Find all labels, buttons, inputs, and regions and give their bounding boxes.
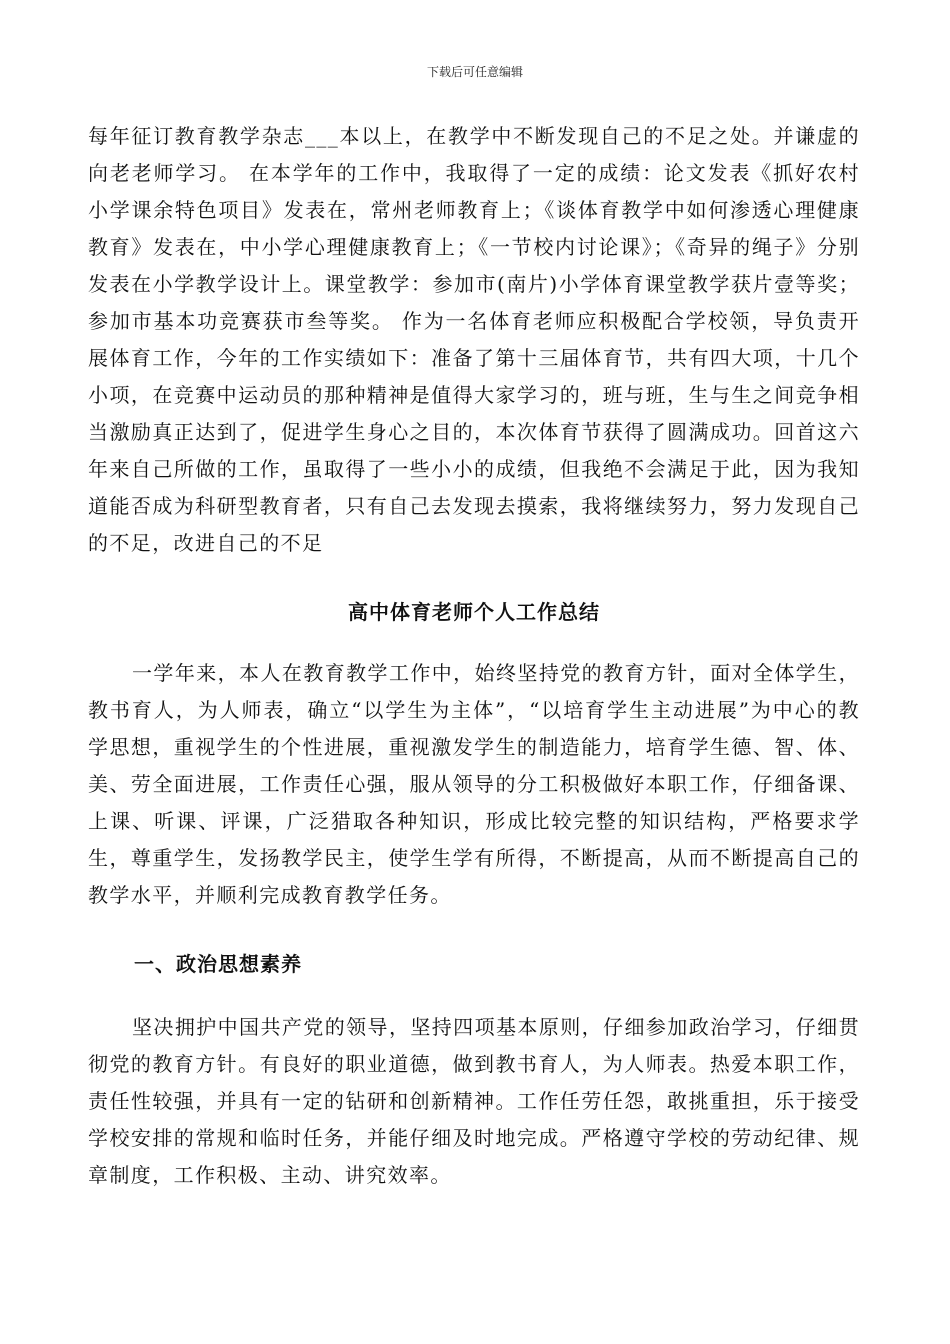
page-header: 下载后可任意编辑 [426, 65, 523, 79]
paragraph-political: 坚决拥护中国共产党的领导，坚持四项基本原则，仔细参加政治学习，仔细贯彻党的教育方针。有良好的职业道德，做到教书育人，为人师表。热爱本职工作，责任性较强，并具有一定的钻研和创新精神。工作任劳任怨，敢挑重担，乐于接受学校安排的常规和临时任务，并能仔细及时地完成。严格遵守学校的劳动纪律、规章制度，工作积极、主动、讲究效率。 [88, 1015, 860, 1187]
section-heading-political: 一、政治思想素养 [134, 952, 302, 976]
document-body [88, 118, 860, 1194]
section-title: 高中体育老师个人工作总结 [348, 600, 600, 624]
paragraph-intro: 一学年来，本人在教育教学工作中，始终坚持党的教育方针，面对全体学生，教书育人，为人师表，确立“以学生为主体”，“以培育学生主动进展”为中心的教学思想，重视学生的个性进展，重视激发学生的制造能力，培育学生德、智、体、美、劳全面进展，工作责任心强，服从领导的分工积极做好本职工作，仔细备课、上课、听课、评课，广泛猎取各种知识，形成比较完整的知识结构，严格要求学生，尊重学生，发扬教学民主，使学生学有所得，不断提高，从而不断提高自己的教学水平，并顺利完成教育教学任务。 [88, 661, 860, 907]
paragraph-continuation: 每年征订教育教学杂志___本以上，在教学中不断发现自己的不足之处。并谦虚的向老老师学习。 在本学年的工作中，我取得了一定的成绩：论文发表《抓好农村小学课余特色项目》发表在，常州老师教育上；《谈体育教学中如何渗透心理健康教育》发表在，中小学心理健康教育上；《一节校内讨论课》；《奇异的绳子》分别发表在小学教学设计上。课堂教学：参加市(南片)小学体育课堂教学获片壹等奖；参加市基本功竞赛获市叁等奖。 作为一名体育老师应积极配合学校领，导负责开展体育工作，今年的工作实绩如下：准备了第十三届体育节，共有四大项，十几个小项，在竞赛中运动员的那种精神是值得大家学习的，班与班，生与生之间竞争相当激励真正达到了，促进学生身心之目的，本次体育节获得了圆满成功。回首这六年来自己所做的工作，虽取得了一些小小的成绩，但我绝不会满足于此，因为我知道能否成为科研型教育者，只有自己去发现去摸索，我将继续努力，努力发现自己的不足，改进自己的不足 [88, 124, 860, 555]
